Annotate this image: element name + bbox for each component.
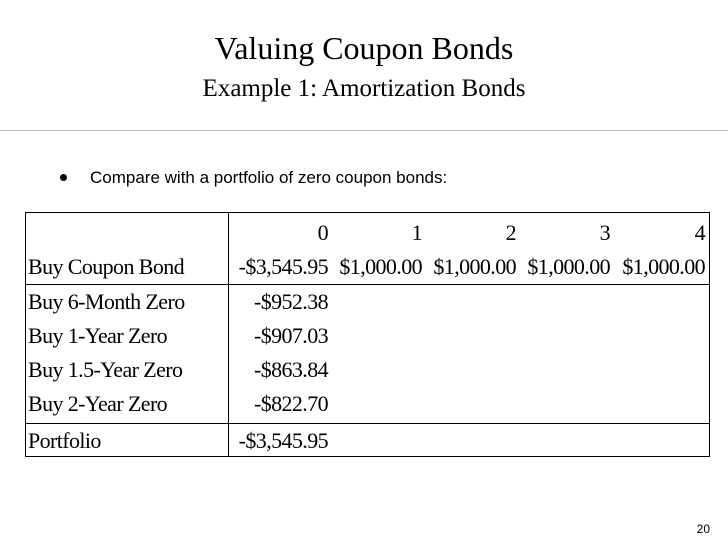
row-label: Buy 1.5-Year Zero [28, 357, 183, 382]
period-header: 2 [505, 220, 516, 245]
cash-flow-value: -$822.70 [253, 391, 328, 416]
cash-flow-value: $1,000.00 [339, 254, 422, 279]
period-header: 4 [694, 220, 705, 245]
period-header: 0 [317, 220, 328, 245]
page-number: 20 [696, 522, 710, 536]
cash-flow-value: $1,000.00 [622, 254, 705, 279]
slide-title: Valuing Coupon Bonds [214, 30, 514, 66]
cash-flow-value: -$3,545.95 [238, 254, 328, 279]
period-header: 3 [599, 220, 610, 245]
slide-subtitle: Example 1: Amortization Bonds [202, 75, 526, 102]
cash-flow-value: $1,000.00 [527, 254, 610, 279]
period-header: 1 [411, 220, 422, 245]
row-label: Portfolio [28, 428, 101, 453]
table-row-divider [26, 284, 709, 285]
cash-flow-value: -$3,545.95 [238, 428, 328, 453]
cash-flow-value: $1,000.00 [433, 254, 516, 279]
cash-flow-value: -$952.38 [253, 289, 328, 314]
row-label: Buy 1-Year Zero [28, 323, 168, 348]
cash-flow-value: -$907.03 [253, 323, 328, 348]
row-label: Buy 6-Month Zero [28, 289, 185, 314]
title-divider [0, 130, 728, 131]
table-row-divider [26, 423, 709, 424]
bullet-dot-icon [60, 174, 67, 181]
row-label: Buy 2-Year Zero [28, 391, 168, 416]
bullet-text: Compare with a portfolio of zero coupon bonds: [90, 168, 448, 187]
row-label: Buy Coupon Bond [28, 254, 185, 279]
cash-flow-value: -$863.84 [253, 357, 328, 382]
cash-flow-table [25, 212, 710, 457]
